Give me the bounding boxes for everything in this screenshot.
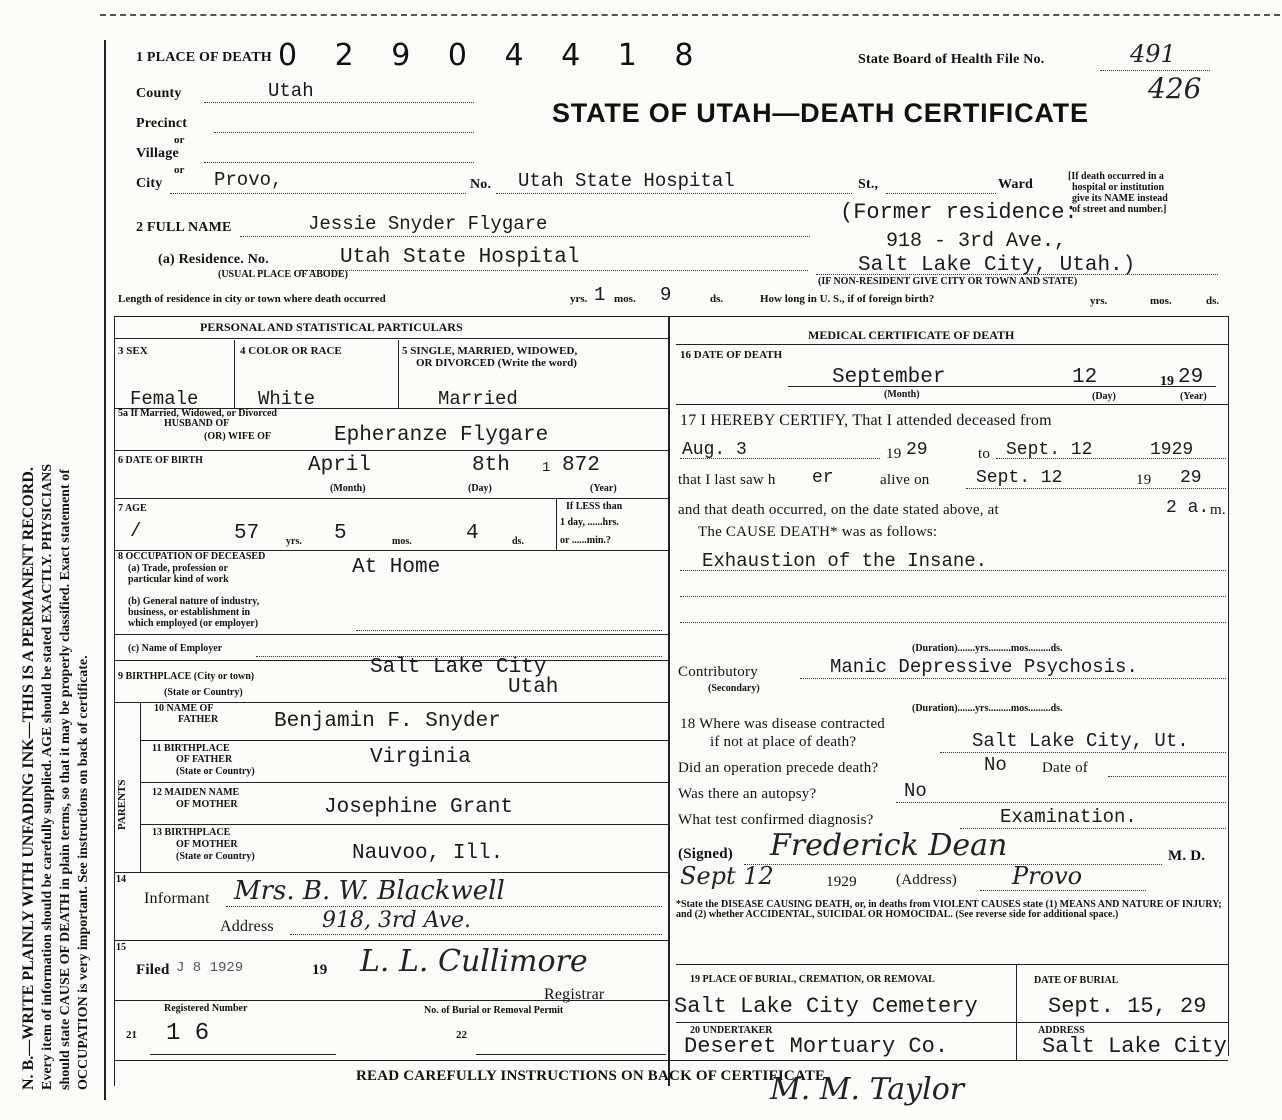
city-value: Provo, [214, 169, 283, 191]
item-14: 14 [116, 874, 126, 885]
certify-label: 17 I HEREBY CERTIFY, That I attended deceased from [680, 412, 1052, 429]
informant-signature: Mrs. B. W. Blackwell [234, 876, 505, 906]
length-residence-label: Length of residence in city or town where death occurred [118, 293, 386, 305]
age-months: 5 [334, 522, 347, 545]
residence-sublabel: (USUAL PLACE OF ABODE) [218, 269, 348, 280]
length-ds-label: ds. [710, 293, 724, 305]
cause-label: The CAUSE DEATH* was as follows: [698, 524, 938, 540]
length-mos: 9 [660, 284, 672, 306]
dod-day: 12 [1072, 366, 1098, 389]
board-file-number: 491 [1130, 40, 1176, 68]
attended-from: Aug. 3 [682, 440, 747, 460]
occupation-b-3: which employed (or employer) [128, 618, 259, 629]
residence-value: Utah State Hospital [340, 246, 580, 269]
last-saw-year: 29 [1180, 468, 1202, 488]
hospital-note-4: of street and number.] [1072, 204, 1167, 215]
sex-value: Female [130, 388, 199, 410]
to-label: to [978, 446, 991, 462]
dob-month-sub: (Month) [330, 483, 366, 494]
informant-label: Informant [144, 890, 210, 907]
or-1: or [174, 134, 185, 146]
dob-month: April [308, 454, 372, 477]
street-no-value: Utah State Hospital [518, 170, 735, 192]
contracted-label-2: if not at place of death? [710, 734, 857, 750]
registered-number: 1 6 [166, 1020, 210, 1047]
father-bp-2: OF FATHER [176, 754, 233, 765]
duration-1: (Duration).......yrs.........mos.........ds. [912, 643, 1063, 654]
board-file-label: State Board of Health File No. [858, 52, 1045, 67]
length-mos-label: mos. [614, 293, 636, 305]
contracted-label-1: 18 Where was disease contracted [680, 716, 886, 732]
file-number: 0 2 9 0 4 4 1 8 [278, 38, 708, 73]
dod-day-sub: (Day) [1092, 391, 1116, 402]
item-22: 22 [456, 1029, 467, 1041]
md-label: M. D. [1168, 848, 1206, 864]
death-occurred-label: and that death occurred, on the date stated above, at [678, 502, 999, 518]
village-label: Village [136, 146, 179, 161]
filed-label: Filed [136, 962, 170, 978]
parents-label: PARENTS [116, 779, 128, 830]
burial-permit-label: No. of Burial or Removal Permit [424, 1005, 564, 1016]
margin-rule [104, 40, 106, 1100]
burial-place-label: 19 PLACE OF BURIAL, CREMATION, OR REMOVAL [690, 974, 935, 985]
contributory-value: Manic Depressive Psychosis. [830, 656, 1138, 678]
date-of-label: Date of [1042, 760, 1088, 776]
spouse-label-2: HUSBAND OF [164, 418, 230, 429]
marital-label-2: OR DIVORCED (Write the word) [416, 357, 577, 369]
birthplace-sublabel: (State or Country) [164, 687, 243, 698]
mother-bp-1: 13 BIRTHPLACE [152, 827, 231, 838]
side-note-line3: should state CAUSE OF DEATH in plain terms, so that it may be properly classified. Exact statement of [58, 469, 73, 1090]
dod-year-sub: (Year) [1180, 391, 1207, 402]
city-label: City [136, 176, 163, 191]
registered-number-label: Registered Number [164, 1003, 248, 1014]
precinct-label: Precinct [136, 116, 188, 131]
informant-address-label: Address [220, 918, 274, 935]
test-label: What test confirmed diagnosis? [678, 812, 874, 828]
dod-year-prefix: 19 [1160, 374, 1174, 389]
spouse-value: Epheranze Flygare [334, 424, 549, 447]
instructions-footer: READ CAREFULLY INSTRUCTIONS ON BACK OF CERTIFICATE [356, 1068, 826, 1084]
death-time: 2 a. [1166, 498, 1210, 518]
occupation-b-1: (b) General nature of industry, [128, 596, 260, 607]
age-mos-sub: mos. [392, 536, 412, 547]
length-yrs: 1 [594, 284, 606, 306]
place-of-death-label: 1 PLACE OF DEATH [136, 50, 272, 65]
burial-date-label: DATE OF BURIAL [1034, 975, 1119, 986]
occupation-a-2: particular kind of work [128, 574, 229, 585]
occupation-a-1: (a) Trade, profession or [128, 563, 228, 574]
filed-19: 19 [312, 962, 328, 978]
spouse-label-1: 5a If Married, Widowed, or Divorced [118, 408, 277, 419]
st-label: St., [858, 177, 879, 192]
hospital-note-2: hospital or institution [1072, 182, 1165, 193]
occupation-label: 8 OCCUPATION OF DECEASED [118, 551, 266, 562]
item-21: 21 [126, 1029, 137, 1041]
former-residence: (Former residence: [840, 200, 1078, 225]
informant-address: 918, 3rd Ave. [322, 908, 472, 933]
color-label: 4 COLOR OR RACE [240, 345, 342, 357]
dob-year: 872 [562, 454, 600, 477]
residence-city: Salt Lake City, Utah.) [858, 254, 1136, 277]
physician-address: Provo [1012, 862, 1083, 890]
foreign-ds-label: ds. [1206, 295, 1220, 307]
last-saw-label: that I last saw h [678, 472, 776, 488]
undertaker-label: 20 UNDERTAKER [690, 1025, 773, 1036]
non-resident-note: (IF NON-RESIDENT GIVE CITY OR TOWN AND STATE) [818, 276, 1078, 287]
hospital-note-3: give its NAME instead [1072, 193, 1168, 204]
or-2: or [174, 164, 185, 176]
bottom-signature: M. M. Taylor [770, 1072, 965, 1107]
birthplace-state: Utah [508, 676, 559, 699]
burial-place: Salt Lake City Cemetery [674, 994, 978, 1019]
length-yrs-label: yrs. [570, 293, 588, 305]
dod-year: 29 [1178, 366, 1204, 389]
autopsy-label: Was there an autopsy? [678, 786, 817, 802]
column-divider [668, 316, 670, 1086]
mother-label-2: OF MOTHER [176, 799, 238, 810]
dod-month: September [832, 366, 946, 389]
color-value: White [258, 388, 316, 410]
father-bp-3: (State or Country) [176, 766, 255, 777]
operation-value: No [984, 754, 1007, 776]
mother-bp-3: (State or Country) [176, 851, 255, 862]
mother-label-1: 12 MAIDEN NAME [152, 787, 240, 798]
age-days: 4 [466, 522, 479, 545]
spouse-label-3: (OR) WIFE OF [204, 431, 272, 442]
undertaker-address: Salt Lake City [1042, 1034, 1227, 1059]
signed-label: (Signed) [678, 846, 733, 862]
from-year: 29 [906, 440, 928, 460]
residence-label: (a) Residence. No. [158, 252, 269, 267]
contracted-value: Salt Lake City, Ut. [972, 730, 1189, 752]
mother-birthplace: Nauvoo, Ill. [352, 842, 504, 865]
marital-label-1: 5 SINGLE, MARRIED, WIDOWED, [402, 345, 578, 357]
hospital-note-1: [If death occurred in a [1068, 171, 1164, 182]
top-edge [100, 14, 1280, 16]
side-note-line1: N. B.—WRITE PLAINLY WITH UNFADING INK—THIS IS A PERMANENT RECORD. [20, 467, 37, 1090]
dob-year-sub: (Year) [590, 483, 617, 494]
mother-name: Josephine Grant [324, 796, 514, 819]
street-no-label: No. [470, 177, 492, 192]
full-name-label: 2 FULL NAME [136, 220, 232, 235]
side-note-line4: OCCUPATION is very important. See instructions on back of certificate. [76, 655, 91, 1090]
mother-bp-2: OF MOTHER [176, 839, 238, 850]
birthplace-city: Salt Lake City [370, 656, 547, 679]
frame-left [114, 316, 115, 1086]
duration-2: (Duration).......yrs.........mos.........ds. [912, 703, 1063, 714]
former-address: 918 - 3rd Ave., [886, 230, 1067, 253]
foreign-mos-label: mos. [1150, 295, 1172, 307]
dob-day-sub: (Day) [468, 483, 492, 494]
medical-heading: MEDICAL CERTIFICATE OF DEATH [808, 328, 1015, 342]
address-label: (Address) [896, 872, 957, 888]
sex-label: 3 SEX [118, 345, 148, 357]
employer-label: (c) Name of Employer [128, 643, 223, 654]
foreign-yrs-label: yrs. [1090, 295, 1108, 307]
age-ds-sub: ds. [512, 536, 524, 547]
father-name: Benjamin F. Snyder [274, 710, 501, 733]
county-label: County [136, 86, 182, 101]
signature-date: Sept 12 [680, 862, 774, 890]
father-bp-1: 11 BIRTHPLACE [152, 743, 230, 754]
contributory-label: Contributory [678, 664, 758, 680]
test-value: Examination. [1000, 806, 1137, 828]
item-15: 15 [116, 942, 126, 953]
frame-right [1228, 316, 1229, 1056]
occupation-b-2: business, or establishment in [128, 607, 251, 618]
father-label-2: FATHER [178, 714, 219, 725]
physician-signature: Frederick Dean [770, 828, 1008, 863]
age-mark: / [130, 520, 142, 542]
age-label: 7 AGE [118, 503, 147, 514]
marital-value: Married [438, 388, 518, 410]
father-birthplace: Virginia [370, 746, 471, 769]
cause-value: Exhaustion of the Insane. [702, 550, 988, 572]
dod-month-sub: (Month) [884, 389, 920, 400]
foreign-birth-label: How long in U. S., if of foreign birth? [760, 293, 935, 305]
signature-year: 1929 [826, 874, 857, 890]
registrar-label: Registrar [544, 986, 605, 1003]
autopsy-value: No [904, 780, 927, 802]
undertaker: Deseret Mortuary Co. [684, 1034, 949, 1059]
personal-heading: PERSONAL AND STATISTICAL PARTICULARS [200, 320, 463, 334]
occupation-value: At Home [352, 556, 441, 579]
from-19: 19 [886, 446, 902, 462]
ward-label: Ward [998, 177, 1034, 192]
contributory-sub: (Secondary) [708, 683, 760, 694]
certificate-title: STATE OF UTAH—DEATH CERTIFICATE [552, 98, 1089, 128]
age-yrs-sub: yrs. [286, 536, 302, 547]
less-than-3: or ......min.? [560, 535, 611, 546]
birthplace-label: 9 BIRTHPLACE (City or town) [118, 671, 255, 682]
filed-date: J 8 1929 [176, 960, 244, 976]
county-value: Utah [268, 80, 314, 102]
last-saw-19: 19 [1136, 472, 1152, 488]
side-note-line2: Every item of information should be carefully supplied. AGE should be stated EXACTLY. PHYSICIANS [40, 463, 55, 1090]
burial-date: Sept. 15, 29 [1048, 994, 1207, 1019]
less-than-2: 1 day, ......hrs. [560, 517, 619, 528]
dob-year-prefix: 1 [542, 460, 551, 476]
operation-label: Did an operation precede death? [678, 760, 879, 776]
age-years: 57 [234, 522, 260, 545]
last-saw-date: Sept. 12 [976, 468, 1063, 488]
board-file-number-2: 426 [1148, 72, 1202, 105]
death-time-m: m. [1210, 502, 1226, 518]
dob-day: 8th [472, 454, 510, 477]
date-of-death-label: 16 DATE OF DEATH [680, 349, 783, 361]
last-saw-er: er [812, 468, 834, 488]
disease-note: *State the DISEASE CAUSING DEATH, or, in deaths from VIOLENT CAUSES state (1) MEANS AND NATURE OF INJURY; and (2) whether ACCIDENTAL, SUICIDAL OR HOMOCIDAL. (See reverse side for additional space.) [676, 899, 1222, 920]
dob-label: 6 DATE OF BIRTH [118, 455, 203, 466]
attended-to: Sept. 12 [1006, 440, 1093, 460]
registrar-signature: L. L. Cullimore [360, 944, 588, 979]
full-name-value: Jessie Snyder Flygare [308, 213, 548, 235]
father-label-1: 10 NAME OF [154, 703, 214, 714]
less-than-1: If LESS than [566, 501, 623, 512]
attended-to-year: 1929 [1150, 440, 1194, 460]
undertaker-address-label: ADDRESS [1038, 1025, 1085, 1036]
alive-on-label: alive on [880, 472, 930, 488]
